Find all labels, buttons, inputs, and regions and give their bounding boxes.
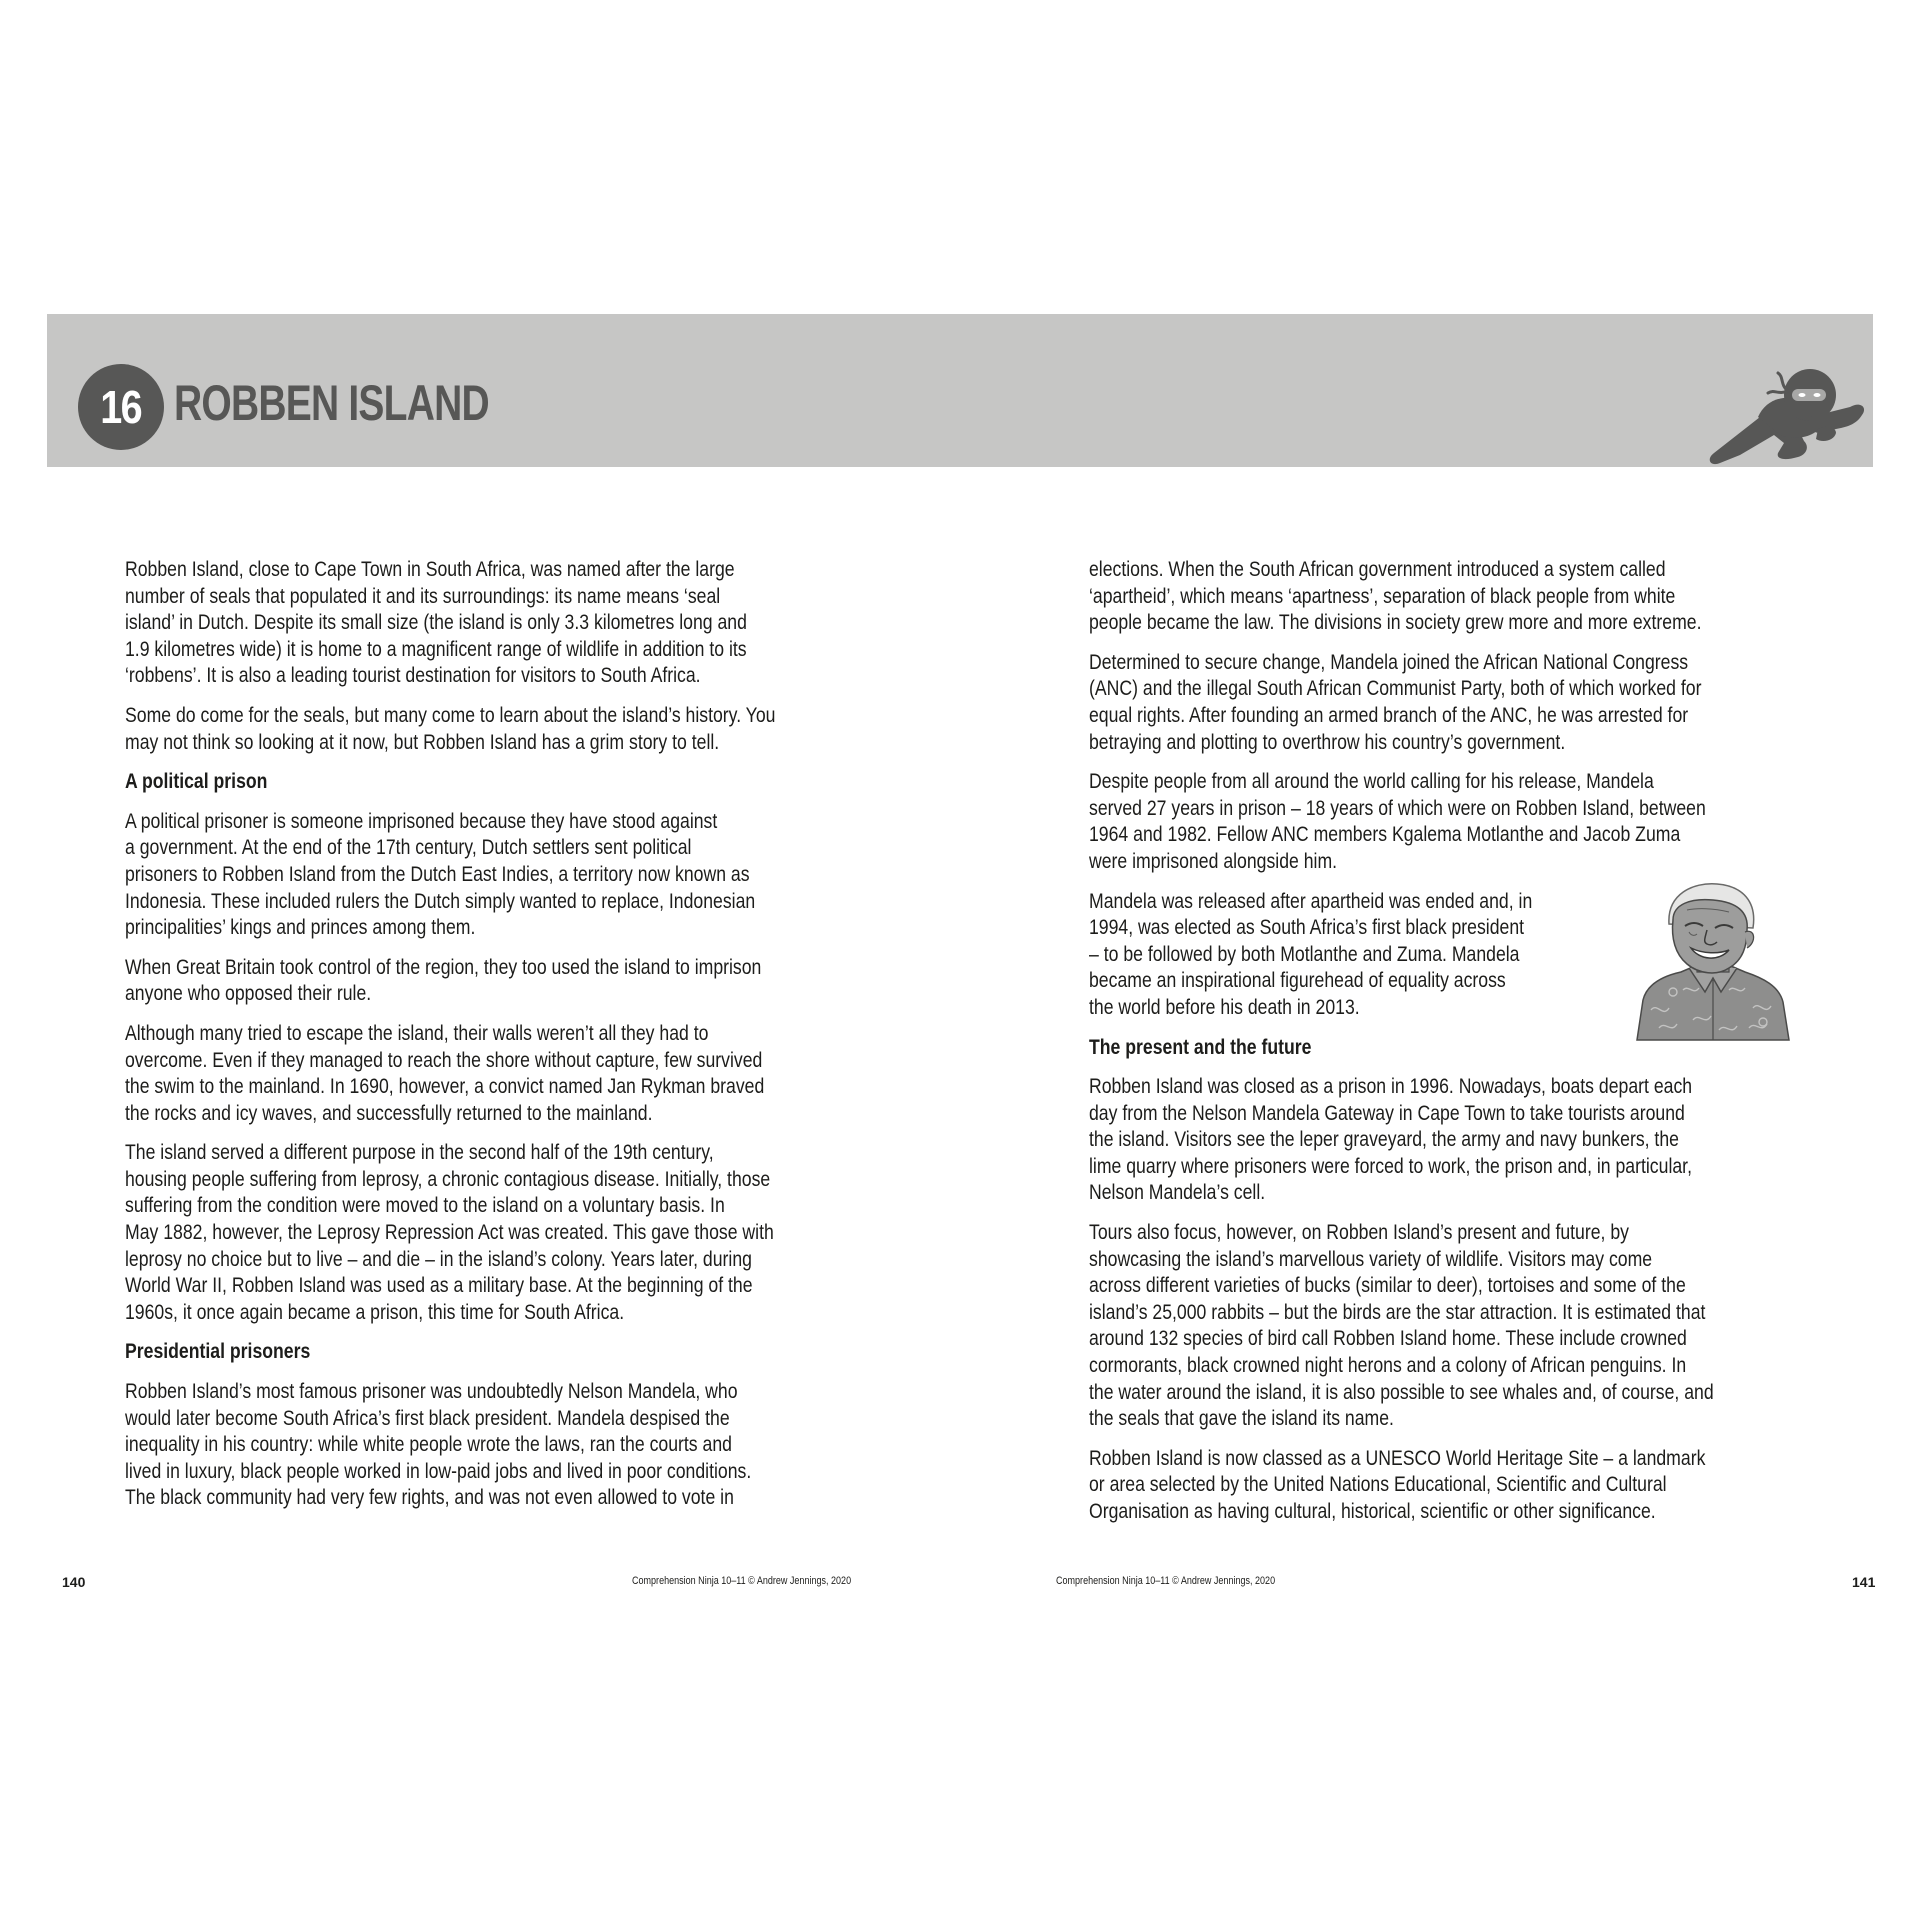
left-page-text (125, 557, 905, 1525)
text-line: overcome. Even if they managed to reach the shore without capture, few survived (125, 1048, 763, 1072)
text-line: 1.9 kilometres wide) it is home to a magnificent range of wildlife in addition to its (125, 637, 747, 661)
text-line: Mandela was released after apartheid was ended and, in (1089, 889, 1533, 913)
text-line: lime quarry where prisoners were forced to work, the prison and, in particular, (1089, 1154, 1692, 1178)
text-line: island’s 25,000 rabbits – but the birds are the star attraction. It is estimated that (1089, 1300, 1706, 1324)
paragraph (1089, 1446, 1819, 1526)
text-line: elections. When the South African government introduced a system called (1089, 558, 1666, 581)
section-heading: A political prison (125, 770, 268, 794)
text-line: 1964 and 1982. Fellow ANC members Kgalema Motlanthe and Jacob Zuma (1089, 823, 1681, 847)
text-line: Robben Island, close to Cape Town in South Africa, was named after the large (125, 558, 735, 581)
paragraph (1089, 557, 1819, 637)
text-line: cormorants, black crowned night herons and a colony of African penguins. In (1089, 1354, 1687, 1378)
paragraph (1089, 1220, 1819, 1433)
text-line: the rocks and icy waves, and successfully returned to the mainland. (125, 1101, 653, 1125)
text-line: became an inspirational figurehead of equality across (1089, 969, 1506, 993)
text-line: the world before his death in 2013. (1089, 995, 1360, 1019)
text-line: the island. Visitors see the leper graveyard, the army and navy bunkers, the (1089, 1128, 1679, 1152)
text-line: prisoners to Robben Island from the Dutch East Indies, a territory now known as (125, 862, 750, 886)
text-line: A political prisoner is someone imprisoned because they have stood against (125, 809, 718, 833)
text-line: anyone who opposed their rule. (125, 982, 372, 1006)
text-line: – to be followed by both Motlanthe and Zuma. Mandela (1089, 942, 1520, 966)
text-line: World War II, Robben Island was used as a military base. At the beginning of the (125, 1274, 753, 1298)
section-heading: The present and the future (1089, 1035, 1312, 1059)
text-line: The island served a different purpose in the second half of the 19th century, (125, 1141, 714, 1165)
paragraph (1089, 1074, 1819, 1207)
text-line: equal rights. After founding an armed branch of the ANC, he was arrested for (1089, 703, 1689, 727)
footer-credit-right: Comprehension Ninja 10–11 © Andrew Jennings, 2020 (1056, 1575, 1276, 1587)
text-line: ‘robbens’. It is also a leading tourist destination for visitors to South Africa. (125, 664, 701, 688)
chapter-number: 16 (100, 381, 142, 433)
chapter-number-badge (78, 364, 164, 450)
text-line: ‘apartheid’, which means ‘apartness’, separation of black people from white (1089, 584, 1676, 608)
text-line: betraying and plotting to overthrow his country’s government. (1089, 730, 1566, 754)
text-line: When Great Britain took control of the region, they too used the island to imprison (125, 955, 762, 979)
text-line: May 1882, however, the Leprosy Repression Act was created. This gave those with (125, 1221, 774, 1245)
paragraph (125, 1140, 905, 1326)
text-line: were imprisoned alongside him. (1089, 849, 1338, 873)
text-line: or area selected by the United Nations Educational, Scientific and Cultural (1089, 1473, 1667, 1497)
text-line: number of seals that populated it and its surroundings: its name means ‘seal (125, 584, 721, 608)
text-line: the seals that gave the island its name. (1089, 1407, 1394, 1431)
text-line: Robben Island is now classed as a UNESCO World Heritage Site – a landmark (1089, 1446, 1706, 1470)
paragraph (125, 557, 905, 690)
text-line: Robben Island was closed as a prison in 1996. Nowadays, boats depart each (1089, 1075, 1693, 1099)
page-number-right: 141 (1852, 1574, 1876, 1590)
text-line: (ANC) and the illegal South African Communist Party, both of which worked for (1089, 677, 1702, 701)
text-line: The black community had very few rights, and was not even allowed to vote in (125, 1486, 734, 1510)
text-line: 1994, was elected as South Africa’s first black president (1089, 916, 1525, 940)
text-line: Despite people from all around the world calling for his release, Mandela (1089, 770, 1654, 794)
text-line: the water around the island, it is also possible to see whales and, of course, and (1089, 1380, 1714, 1404)
text-line: would later become South Africa’s first black president. Mandela despised the (125, 1406, 730, 1430)
text-line: Although many tried to escape the island, their walls weren’t all they had to (125, 1021, 709, 1045)
text-line: a government. At the end of the 17th century, Dutch settlers sent political (125, 836, 692, 860)
text-line: around 132 species of bird call Robben Island home. These include crowned (1089, 1327, 1687, 1351)
text-line: Indonesia. These included rulers the Dutch simply wanted to replace, Indonesian (125, 889, 756, 913)
paragraph (125, 955, 905, 1008)
text-line: island’ in Dutch. Despite its small size (the island is only 3.3 kilometres long and (125, 611, 747, 635)
text-line: leprosy no choice but to live – and die – in the island’s colony. Years later, during (125, 1247, 752, 1271)
text-line: day from the Nelson Mandela Gateway in Cape Town to take tourists around (1089, 1101, 1685, 1125)
text-line: inequality in his country: while white people wrote the laws, ran the courts and (125, 1433, 732, 1457)
chapter-title: ROBBEN ISLAND (174, 375, 489, 431)
text-line: suffering from the condition were moved to the island on a voluntary basis. In (125, 1194, 725, 1218)
text-line: principalities’ kings and princes among them. (125, 916, 476, 940)
text-line: Nelson Mandela’s cell. (1089, 1181, 1266, 1205)
text-line: people became the law. The divisions in society grew more and more extreme. (1089, 611, 1702, 635)
text-line: showcasing the island’s marvellous variety of wildlife. Visitors may come (1089, 1247, 1653, 1271)
text-line: may not think so looking at it now, but Robben Island has a grim story to tell. (125, 730, 720, 754)
text-line: 1960s, it once again became a prison, this time for South Africa. (125, 1300, 625, 1324)
section-heading: Presidential prisoners (125, 1340, 311, 1364)
paragraph (125, 703, 905, 756)
text-line: Determined to secure change, Mandela joined the African National Congress (1089, 650, 1689, 674)
text-line: Robben Island’s most famous prisoner was undoubtedly Nelson Mandela, who (125, 1380, 738, 1404)
paragraph (1089, 769, 1819, 875)
text-line: Organisation as having cultural, historical, scientific or other significance. (1089, 1500, 1656, 1523)
right-page-text (1089, 557, 1819, 1539)
paragraph (125, 1021, 905, 1127)
text-line: lived in luxury, black people worked in low-paid jobs and lived in poor conditions. (125, 1459, 752, 1483)
text-line: Tours also focus, however, on Robben Island’s present and future, by (1089, 1221, 1629, 1245)
text-line: Some do come for the seals, but many come to learn about the island’s history. You (125, 703, 776, 727)
text-line: housing people suffering from leprosy, a chronic contagious disease. Initially, those (125, 1167, 771, 1191)
nelson-mandela-illustration (1633, 880, 1793, 1042)
footer-credit-left: Comprehension Ninja 10–11 © Andrew Jennings, 2020 (632, 1575, 852, 1587)
paragraph (125, 1379, 905, 1512)
ninja-mascot-icon (1700, 355, 1875, 470)
text-line: served 27 years in prison – 18 years of which were on Robben Island, between (1089, 796, 1706, 820)
text-line: the swim to the mainland. In 1690, however, a convict named Jan Rykman braved (125, 1075, 765, 1099)
page-number-left: 140 (62, 1574, 86, 1590)
text-line: across different varieties of bucks (similar to deer), tortoises and some of the (1089, 1274, 1686, 1298)
paragraph (1089, 650, 1819, 756)
paragraph (125, 809, 905, 942)
